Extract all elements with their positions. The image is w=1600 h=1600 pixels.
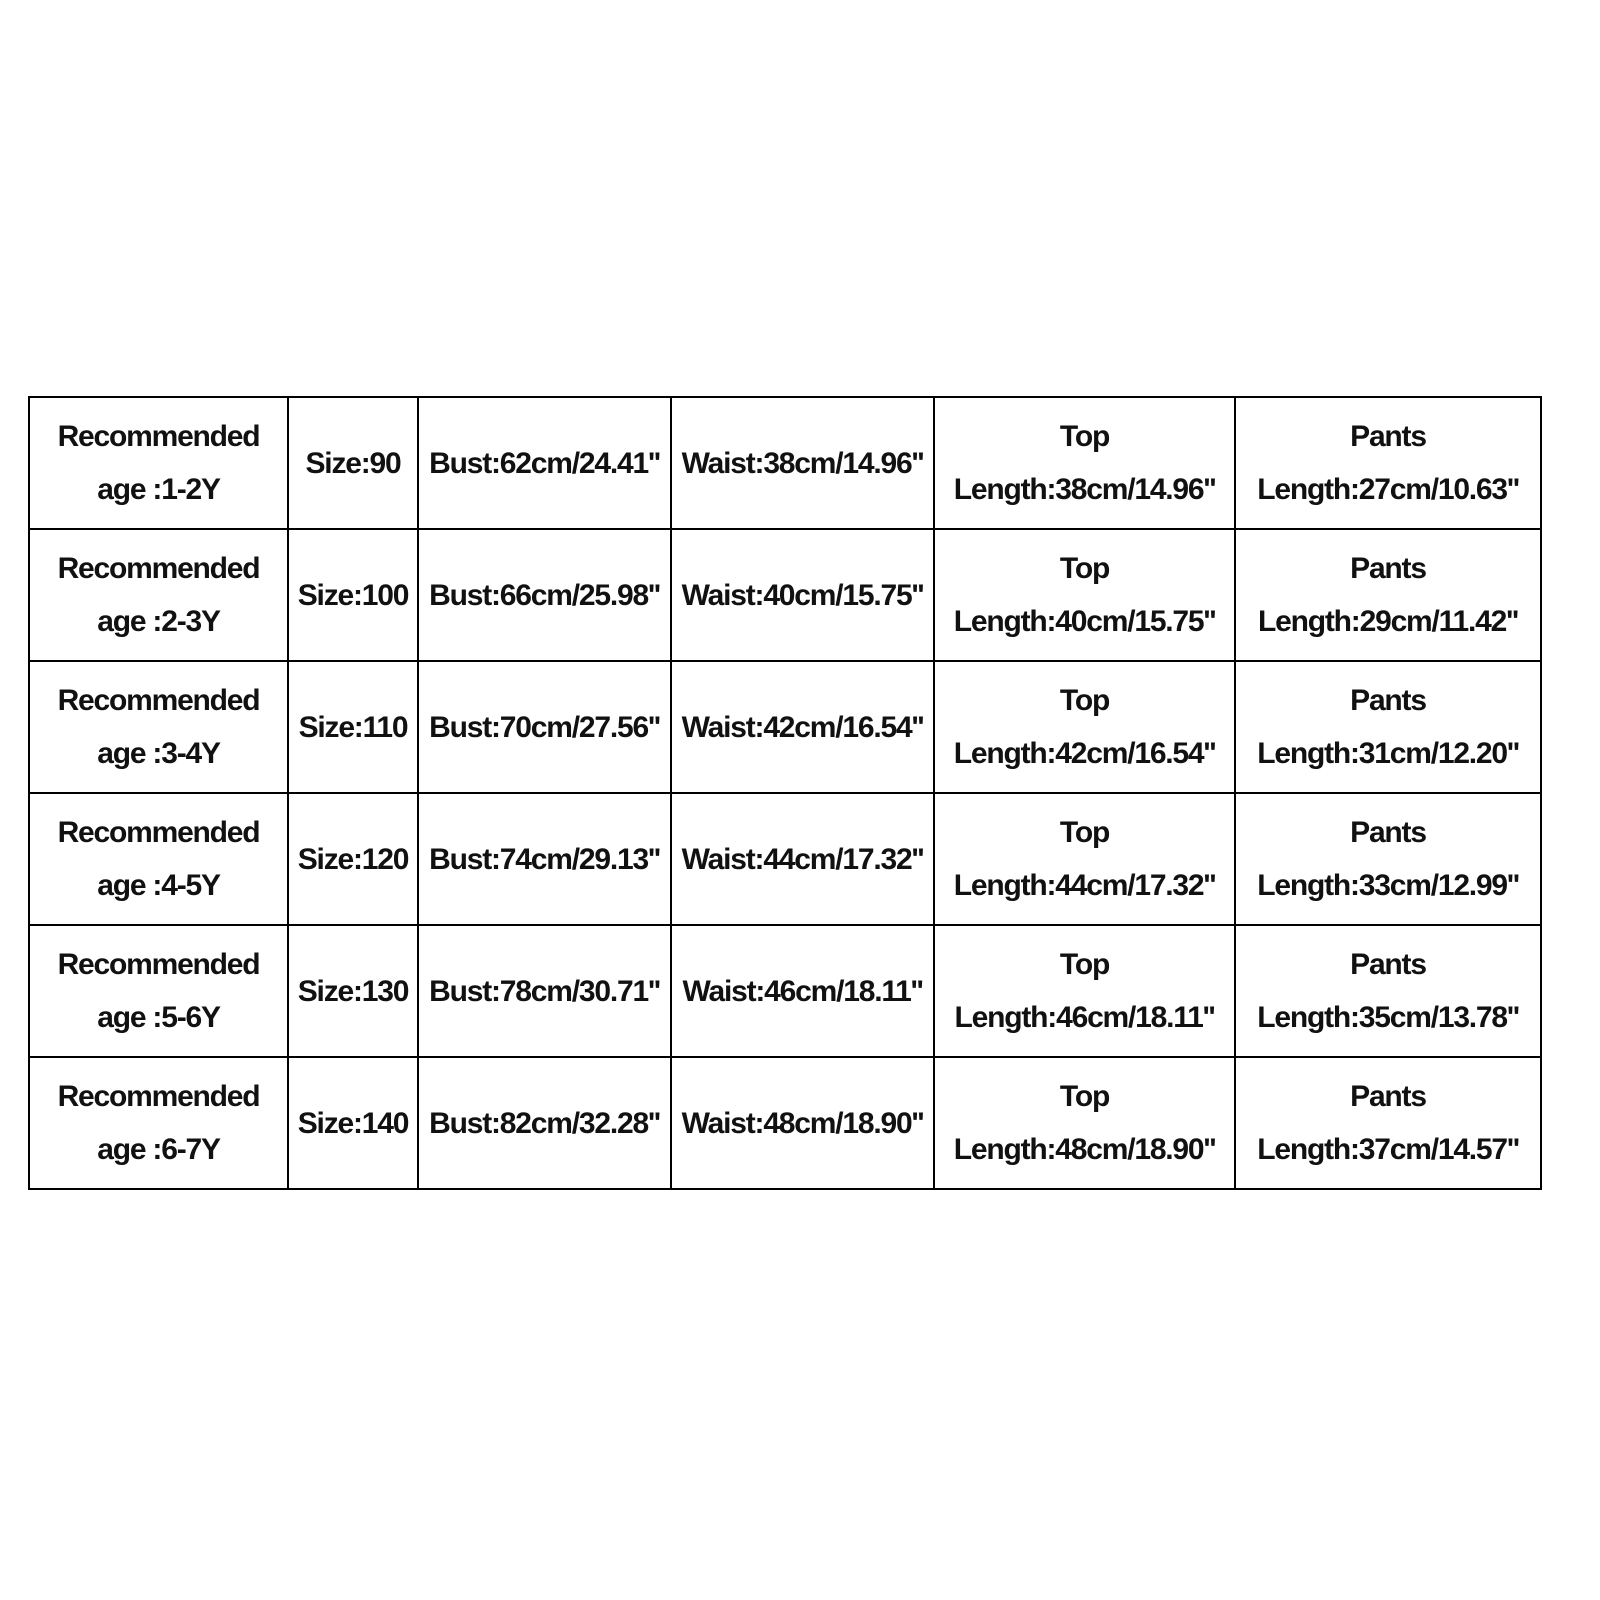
waist-cell: Waist:40cm/15.75'' bbox=[671, 529, 934, 661]
age-label: Recommended bbox=[57, 684, 260, 717]
watermark bbox=[0, 529, 8, 610]
waist-cell: Waist:44cm/17.32'' bbox=[671, 793, 934, 925]
top-length-cell bbox=[934, 925, 1235, 1057]
pants-length-cell bbox=[1235, 793, 1541, 925]
pants-label: Pants bbox=[1350, 552, 1426, 585]
top-length-value: Length:48cm/18.90'' bbox=[953, 1133, 1216, 1166]
size-cell: Size:120 bbox=[288, 793, 418, 925]
pants-label: Pants bbox=[1350, 420, 1426, 453]
age-label: Recommended bbox=[57, 816, 260, 849]
waist-cell: Waist:48cm/18.90'' bbox=[671, 1057, 934, 1189]
age-cell bbox=[29, 661, 288, 793]
top-length-cell bbox=[934, 1057, 1235, 1189]
bust-cell: Bust:82cm/32.28'' bbox=[418, 1057, 671, 1189]
pants-label: Pants bbox=[1350, 684, 1426, 717]
pants-length-value: Length:37cm/14.57'' bbox=[1257, 1133, 1519, 1166]
top-length-cell bbox=[934, 529, 1235, 661]
top-length-cell bbox=[934, 793, 1235, 925]
pants-length-cell bbox=[1235, 529, 1541, 661]
bust-cell: Bust:66cm/25.98'' bbox=[418, 529, 671, 661]
size-cell: Size:130 bbox=[288, 925, 418, 1057]
pants-length-cell bbox=[1235, 1057, 1541, 1189]
age-label: Recommended bbox=[57, 1080, 260, 1113]
table-row bbox=[29, 793, 1541, 925]
top-length-value: Length:42cm/16.54'' bbox=[953, 737, 1216, 770]
table-row bbox=[29, 661, 1541, 793]
age-cell bbox=[29, 397, 288, 529]
bust-cell: Bust:74cm/29.13'' bbox=[418, 793, 671, 925]
waist-cell: Waist:38cm/14.96'' bbox=[671, 397, 934, 529]
size-cell: Size:140 bbox=[288, 1057, 418, 1189]
pants-label: Pants bbox=[1350, 948, 1426, 981]
top-label: Top bbox=[1059, 948, 1110, 981]
table-row bbox=[29, 529, 1541, 661]
size-cell: Size:100 bbox=[288, 529, 418, 661]
waist-cell: Waist:42cm/16.54'' bbox=[671, 661, 934, 793]
age-value: age :5-6Y bbox=[97, 1001, 220, 1034]
table-row bbox=[29, 1057, 1541, 1189]
top-length-value: Length:44cm/17.32'' bbox=[953, 869, 1216, 902]
pants-length-cell bbox=[1235, 661, 1541, 793]
top-label: Top bbox=[1059, 816, 1110, 849]
waist-cell: Waist:46cm/18.11'' bbox=[671, 925, 934, 1057]
top-label: Top bbox=[1059, 1080, 1110, 1113]
table-row bbox=[29, 925, 1541, 1057]
top-label: Top bbox=[1059, 420, 1110, 453]
age-cell bbox=[29, 793, 288, 925]
top-label: Top bbox=[1059, 684, 1110, 717]
pants-length-value: Length:29cm/11.42'' bbox=[1258, 605, 1518, 638]
bust-cell: Bust:78cm/30.71'' bbox=[418, 925, 671, 1057]
age-cell bbox=[29, 925, 288, 1057]
size-cell: Size:110 bbox=[288, 661, 418, 793]
age-label: Recommended bbox=[57, 420, 260, 453]
pants-length-cell bbox=[1235, 397, 1541, 529]
top-length-cell bbox=[934, 661, 1235, 793]
top-length-value: Length:38cm/14.96'' bbox=[953, 473, 1216, 506]
age-value: age :6-7Y bbox=[97, 1133, 220, 1166]
age-value: age :4-5Y bbox=[97, 869, 220, 902]
pants-label: Pants bbox=[1350, 1080, 1426, 1113]
bust-cell: Bust:70cm/27.56'' bbox=[418, 661, 671, 793]
size-chart-table bbox=[28, 396, 1542, 1190]
pants-length-value: Length:35cm/13.78'' bbox=[1257, 1001, 1519, 1034]
pants-length-value: Length:31cm/12.20'' bbox=[1257, 737, 1519, 770]
age-value: age :2-3Y bbox=[97, 605, 220, 638]
age-value: age :1-2Y bbox=[97, 473, 220, 506]
age-cell bbox=[29, 529, 288, 661]
size-chart-body bbox=[29, 397, 1541, 1189]
top-label: Top bbox=[1059, 552, 1110, 585]
age-cell bbox=[29, 1057, 288, 1189]
pants-length-value: Length:33cm/12.99'' bbox=[1257, 869, 1519, 902]
size-cell: Size:90 bbox=[288, 397, 418, 529]
top-length-cell bbox=[934, 397, 1235, 529]
top-length-value: Length:46cm/18.11'' bbox=[954, 1001, 1215, 1034]
age-value: age :3-4Y bbox=[97, 737, 220, 770]
bust-cell: Bust:62cm/24.41'' bbox=[418, 397, 671, 529]
pants-length-cell bbox=[1235, 925, 1541, 1057]
pants-label: Pants bbox=[1350, 816, 1426, 849]
pants-length-value: Length:27cm/10.63'' bbox=[1257, 473, 1519, 506]
age-label: Recommended bbox=[57, 552, 260, 585]
top-length-value: Length:40cm/15.75'' bbox=[953, 605, 1216, 638]
table-row bbox=[29, 397, 1541, 529]
age-label: Recommended bbox=[57, 948, 260, 981]
